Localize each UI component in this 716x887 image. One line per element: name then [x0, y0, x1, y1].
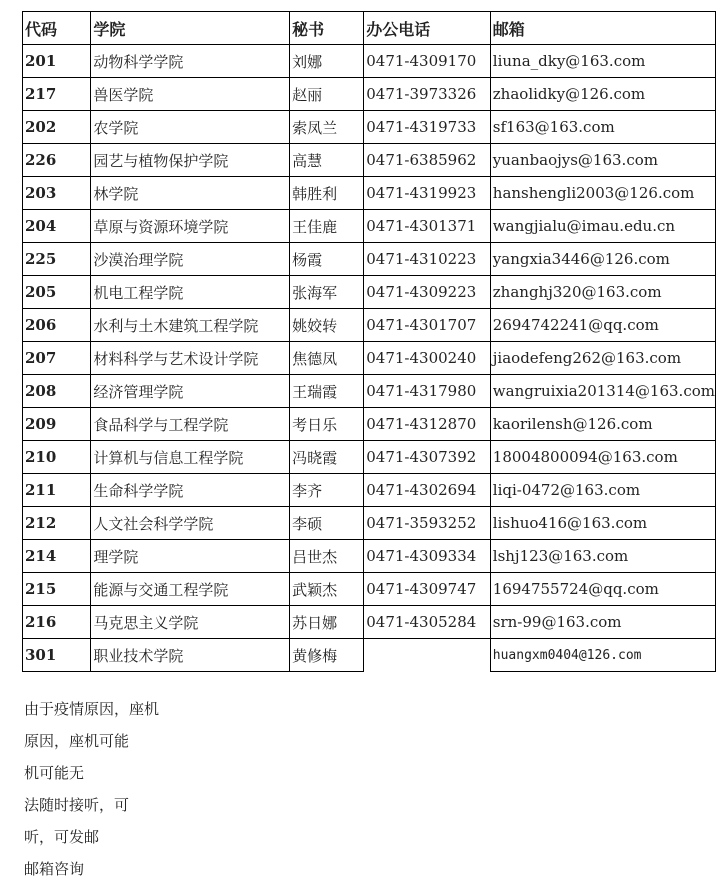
contacts-table [22, 11, 716, 672]
table-row [23, 441, 716, 474]
phone-cell: 0471-6385962 [364, 144, 491, 177]
table-row [23, 507, 716, 540]
secretary-cell: 吕世杰 [290, 540, 364, 573]
code-cell: 211 [23, 474, 91, 507]
secretary-cell: 姚姣转 [290, 309, 364, 342]
note-line: 听，可发邮 [24, 828, 100, 846]
email-cell: yangxia3446@126.com [490, 243, 715, 276]
phone-cell: 0471-4309170 [364, 45, 491, 78]
secretary-cell: 索凤兰 [290, 111, 364, 144]
code-cell: 217 [23, 78, 91, 111]
code-cell: 203 [23, 177, 91, 210]
code-cell: 301 [23, 639, 91, 672]
note-line: 机可能无 [24, 764, 85, 782]
email-cell: zhaolidky@126.com [490, 78, 715, 111]
college-cell: 食品科学与工程学院 [91, 408, 290, 441]
secretary-cell: 王瑞霞 [290, 375, 364, 408]
table-row [23, 375, 716, 408]
email-cell: liuna_dky@163.com [490, 45, 715, 78]
code-cell: 226 [23, 144, 91, 177]
secretary-cell: 张海军 [290, 276, 364, 309]
college-cell: 计算机与信息工程学院 [91, 441, 290, 474]
table-body [23, 45, 716, 672]
college-cell: 人文社会科学学院 [91, 507, 290, 540]
secretary-cell: 李齐 [290, 474, 364, 507]
email-cell: wangjialu@imau.edu.cn [490, 210, 715, 243]
header-phone: 办公电话 [364, 12, 491, 45]
college-cell: 草原与资源环境学院 [91, 210, 290, 243]
secretary-cell: 杨霞 [290, 243, 364, 276]
table-row [23, 144, 716, 177]
table-row [23, 276, 716, 309]
phone-cell: 0471-4309747 [364, 573, 491, 606]
code-cell: 215 [23, 573, 91, 606]
college-cell: 机电工程学院 [91, 276, 290, 309]
email-cell: huangxm0404@126.com [490, 639, 715, 672]
phone-cell: 0471-4309334 [364, 540, 491, 573]
table-row [23, 474, 716, 507]
college-cell: 生命科学学院 [91, 474, 290, 507]
code-cell: 206 [23, 309, 91, 342]
secretary-cell: 苏日娜 [290, 606, 364, 639]
secretary-cell: 冯晓霞 [290, 441, 364, 474]
secretary-cell: 赵丽 [290, 78, 364, 111]
email-cell: hanshengli2003@126.com [490, 177, 715, 210]
email-cell: kaorilensh@126.com [490, 408, 715, 441]
email-cell: zhanghj320@163.com [490, 276, 715, 309]
table-row [23, 639, 716, 672]
phone-cell: 0471-4305284 [364, 606, 491, 639]
phone-cell: 0471-4310223 [364, 243, 491, 276]
secretary-cell: 黄修梅 [290, 639, 364, 672]
email-cell: yuanbaojys@163.com [490, 144, 715, 177]
header-code: 代码 [23, 12, 91, 45]
email-cell: wangruixia201314@163.com [490, 375, 715, 408]
note-line: 原因，座机可能 [24, 732, 130, 750]
phone-cell: 0471-4301371 [364, 210, 491, 243]
secretary-cell: 韩胜利 [290, 177, 364, 210]
code-cell: 225 [23, 243, 91, 276]
college-cell: 沙漠治理学院 [91, 243, 290, 276]
table-row [23, 408, 716, 441]
college-cell: 园艺与植物保护学院 [91, 144, 290, 177]
phone-cell [364, 639, 491, 672]
email-cell: liqi-0472@163.com [490, 474, 715, 507]
phone-cell: 0471-4307392 [364, 441, 491, 474]
table-row [23, 309, 716, 342]
secretary-cell: 刘娜 [290, 45, 364, 78]
table-row [23, 606, 716, 639]
college-cell: 兽医学院 [91, 78, 290, 111]
table-row [23, 540, 716, 573]
header-email: 邮箱 [490, 12, 715, 45]
college-cell: 经济管理学院 [91, 375, 290, 408]
email-cell: srn-99@163.com [490, 606, 715, 639]
table-row [23, 342, 716, 375]
phone-cell: 0471-4302694 [364, 474, 491, 507]
secretary-cell: 武颖杰 [290, 573, 364, 606]
code-cell: 201 [23, 45, 91, 78]
code-cell: 210 [23, 441, 91, 474]
code-cell: 208 [23, 375, 91, 408]
table-row [23, 45, 716, 78]
note-line: 由于疫情原因，座机 [24, 700, 160, 718]
header-college: 学院 [91, 12, 290, 45]
code-cell: 204 [23, 210, 91, 243]
code-cell: 212 [23, 507, 91, 540]
phone-cell: 0471-4319923 [364, 177, 491, 210]
code-cell: 209 [23, 408, 91, 441]
secretary-cell: 高慧 [290, 144, 364, 177]
email-cell: lshj123@163.com [490, 540, 715, 573]
table-row [23, 177, 716, 210]
secretary-cell: 李硕 [290, 507, 364, 540]
college-cell: 农学院 [91, 111, 290, 144]
code-cell: 205 [23, 276, 91, 309]
email-cell: 18004800094@163.com [490, 441, 715, 474]
email-cell: 1694755724@qq.com [490, 573, 715, 606]
college-cell: 材料科学与艺术设计学院 [91, 342, 290, 375]
code-cell: 214 [23, 540, 91, 573]
phone-cell: 0471-4312870 [364, 408, 491, 441]
table-row [23, 111, 716, 144]
table-row [23, 78, 716, 111]
code-cell: 207 [23, 342, 91, 375]
phone-cell: 0471-3593252 [364, 507, 491, 540]
college-cell: 能源与交通工程学院 [91, 573, 290, 606]
table-row [23, 573, 716, 606]
college-cell: 林学院 [91, 177, 290, 210]
college-cell: 职业技术学院 [91, 639, 290, 672]
college-cell: 水利与土木建筑工程学院 [91, 309, 290, 342]
phone-cell: 0471-4301707 [364, 309, 491, 342]
email-cell: lishuo416@163.com [490, 507, 715, 540]
college-cell: 马克思主义学院 [91, 606, 290, 639]
table-row [23, 243, 716, 276]
phone-cell: 0471-4317980 [364, 375, 491, 408]
header-secretary: 秘书 [290, 12, 364, 45]
table-header [23, 12, 716, 45]
college-cell: 动物科学学院 [91, 45, 290, 78]
email-cell: jiaodefeng262@163.com [490, 342, 715, 375]
phone-cell: 0471-4319733 [364, 111, 491, 144]
email-cell: sf163@163.com [490, 111, 715, 144]
secretary-cell: 考日乐 [290, 408, 364, 441]
phone-cell: 0471-4300240 [364, 342, 491, 375]
secretary-cell: 焦德凤 [290, 342, 364, 375]
table-row [23, 210, 716, 243]
note-line: 法随时接听，可 [24, 796, 130, 814]
phone-cell: 0471-3973326 [364, 78, 491, 111]
phone-cell: 0471-4309223 [364, 276, 491, 309]
secretary-cell: 王佳鹿 [290, 210, 364, 243]
code-cell: 216 [23, 606, 91, 639]
email-cell: 2694742241@qq.com [490, 309, 715, 342]
code-cell: 202 [23, 111, 91, 144]
college-cell: 理学院 [91, 540, 290, 573]
notes [24, 693, 159, 885]
header-row [23, 12, 716, 45]
note-line: 邮箱咨询 [24, 860, 85, 878]
